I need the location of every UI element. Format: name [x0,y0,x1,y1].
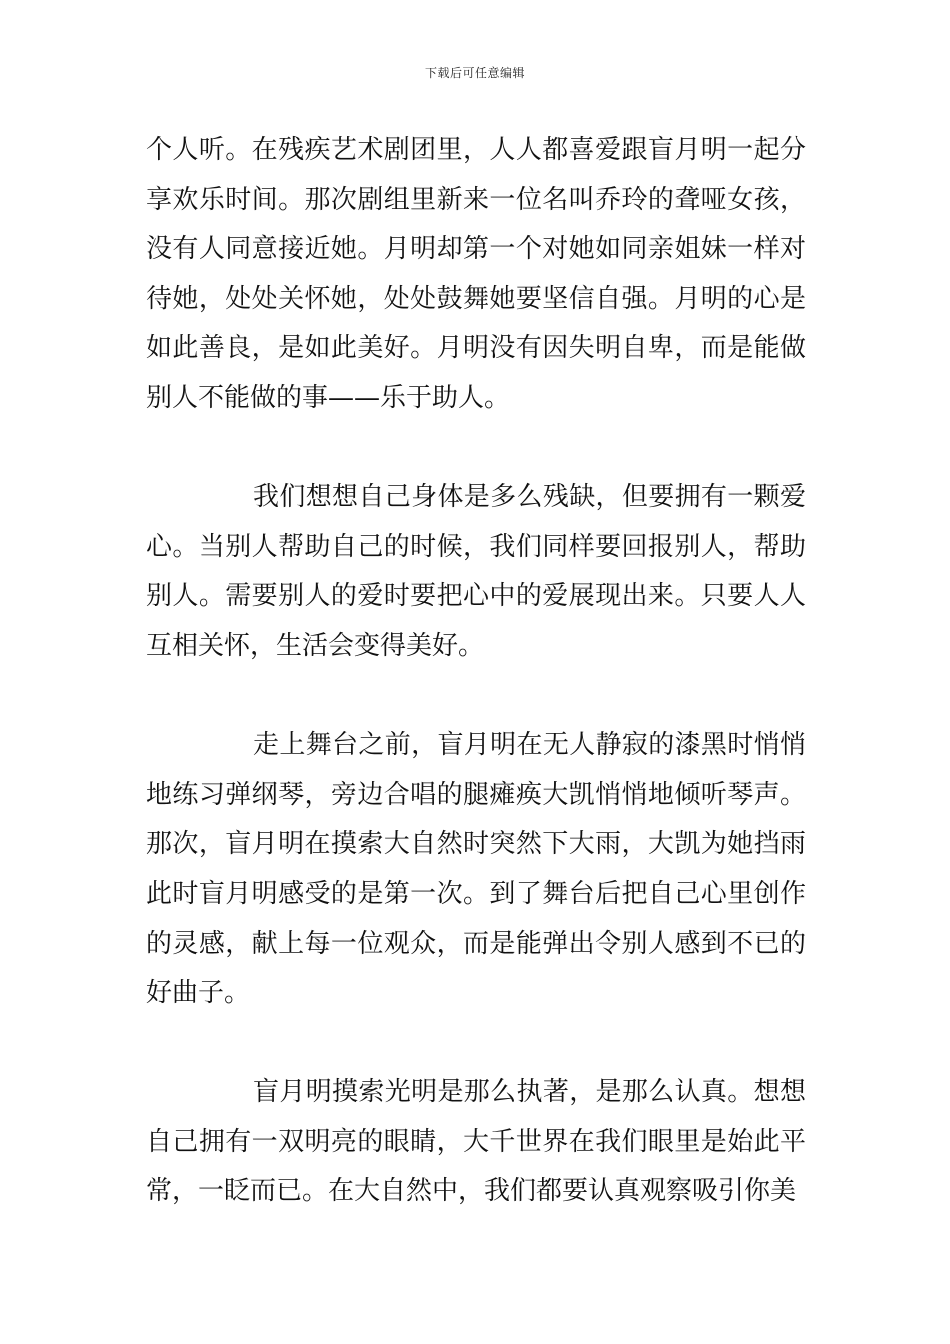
page-header: 下载后可任意编辑 [424,66,525,80]
document-body [146,126,806,1217]
paragraph-4: 盲月明摸索光明是那么执著，是那么认真。想想自己拥有一双明亮的眼睛，大千世界在我们眼里是始此平常，一眨而已。在大自然中，我们都要认真观察吸引你美 [146,1077,806,1207]
paragraph-2: 我们想想自己身体是多么残缺，但要拥有一颗爱心。当别人帮助自己的时候，我们同样要回报别人，帮助别人。需要别人的爱时要把心中的爱展现出来。只要人人互相关怀，生活会变得美好。 [146,482,806,661]
paragraph-1: 个人听。在残疾艺术剧团里，人人都喜爱跟盲月明一起分享欢乐时间。那次剧组里新来一位名叫乔玲的聋哑女孩，没有人同意接近她。月明却第一个对她如同亲姐妹一样对待她，处处关怀她，处处鼓舞她要坚信自强。月明的心是如此善良，是如此美好。月明没有因失明自卑，而是能做别人不能做的事——乐于助人。 [146,135,806,413]
paragraph-3: 走上舞台之前，盲月明在无人静寂的漆黑时悄悄地练习弹纲琴，旁边合唱的腿瘫痪大凯悄悄地倾听琴声。那次，盲月明在摸索大自然时突然下大雨，大凯为她挡雨此时盲月明感受的是第一次。到了舞台后把自己心里创作的灵感，献上每一位观众，而是能弹出令别人感到不已的好曲子。 [146,730,806,1009]
